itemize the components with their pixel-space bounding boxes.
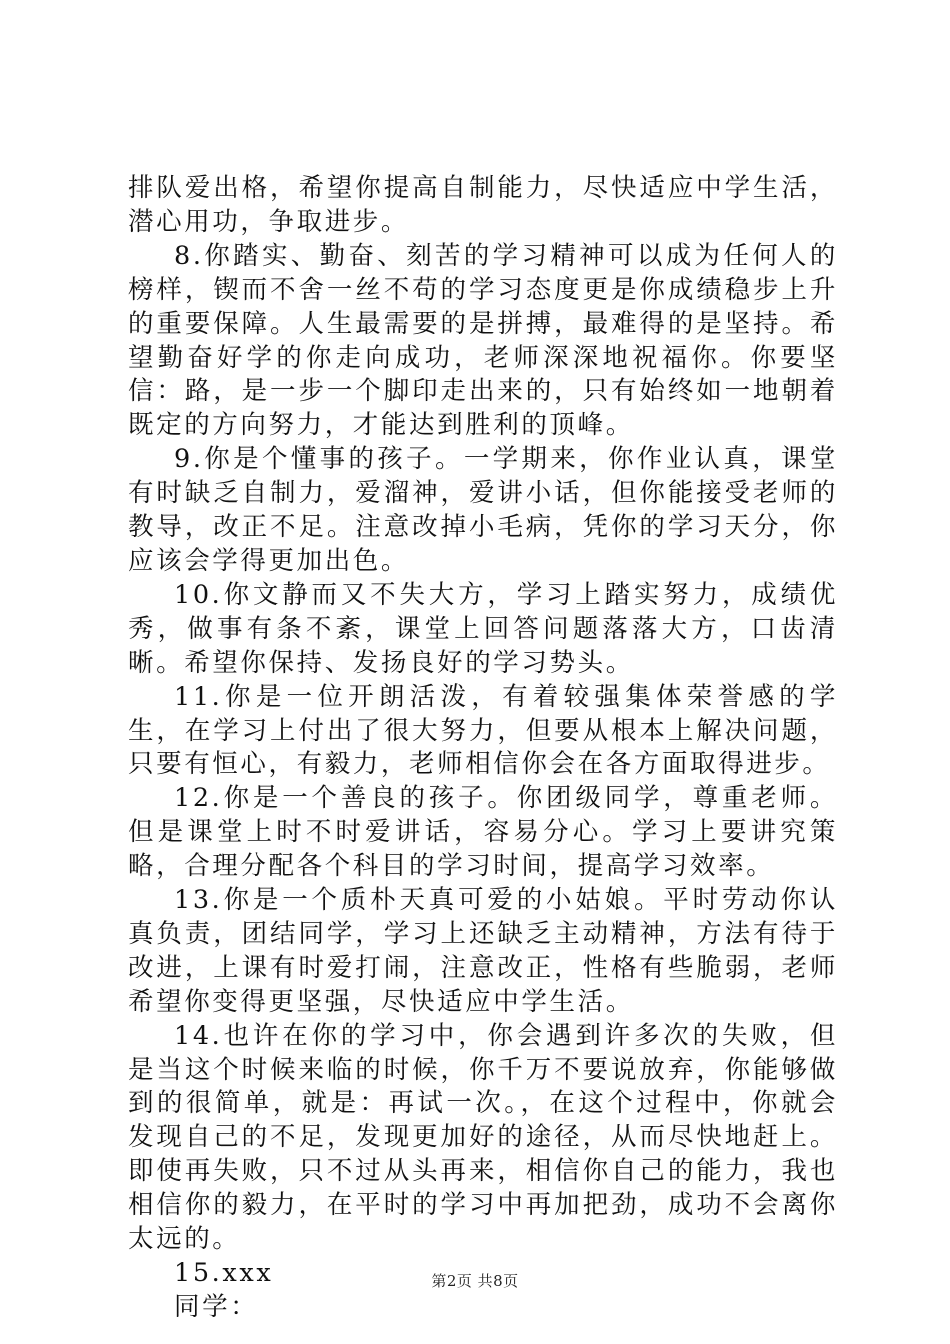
paragraph-item-14: 14.也许在你的学习中，你会遇到许多次的失败，但是当这个时候来临的时候，你千万不要说放弃，你能够做到的很简单，就是：再试一次。，在这个过程中，你就会发现自己的不足，发现更加好的途径，从而尽快地赶上。即使再失败，只不过从头再来，相信你自己的能力，我也相信你的毅力，在平时的学习中再加把劲，成功不会离你太远的。: [128, 1020, 838, 1255]
paragraph-item-11: 11.你是一位开朗活泼，有着较强集体荣誉感的学生，在学习上付出了很大努力，但要从根本上解决问题，只要有恒心，有毅力，老师相信你会在各方面取得进步。: [128, 681, 838, 780]
paragraph-item-9: 9.你是个懂事的孩子。一学期来，你作业认真，课堂有时缺乏自制力，爱溜神，爱讲小话，但你能接受老师的教导，改正不足。注意改掉小毛病，凭你的学习天分，你应该会学得更加出色。: [128, 444, 838, 576]
paragraph-item-13: 13.你是一个质朴天真可爱的小姑娘。平时劳动你认真负责，团结同学，学习上还缺乏主动精神，方法有待于改进，上课有时爱打闹，注意改正，性格有些脆弱，老师希望你变得更坚强，尽快适应中学生活。: [128, 885, 838, 1017]
page-footer: [0, 1271, 950, 1291]
paragraph-item-12: 12.你是一个善良的孩子。你团级同学，尊重老师。但是课堂上时不时爱讲话，容易分心。学习上要讲究策略，合理分配各个科目的学习时间，提高学习效率。: [128, 783, 838, 882]
page-number-label: 第2页 共8页: [431, 1272, 519, 1290]
paragraph-continuation: 排队爱出格，希望你提高自制能力，尽快适应中学生活，潜心用功，争取进步。: [128, 173, 838, 237]
paragraph-item-10: 10.你文静而又不失大方，学习上踏实努力，成绩优秀，做事有条不紊，课堂上回答问题落落大方，口齿清晰。希望你保持、发扬良好的学习势头。: [128, 579, 838, 678]
document-body: [128, 172, 838, 1325]
paragraph-item-8: 8.你踏实、勤奋、刻苦的学习精神可以成为任何人的榜样，锲而不舍一丝不苟的学习态度更是你成绩稳步上升的重要保障。人生最需要的是拼搏，最难得的是坚持。希望勤奋好学的你走向成功，老师深深地祝福你。你要坚信：路，是一步一个脚印走出来的，只有始终如一地朝着既定的方向努力，才能达到胜利的顶峰。: [128, 240, 838, 441]
paragraph-salutation: 同学：: [174, 1291, 259, 1322]
paragraph-item-15: 15.xxx: [174, 1258, 274, 1288]
